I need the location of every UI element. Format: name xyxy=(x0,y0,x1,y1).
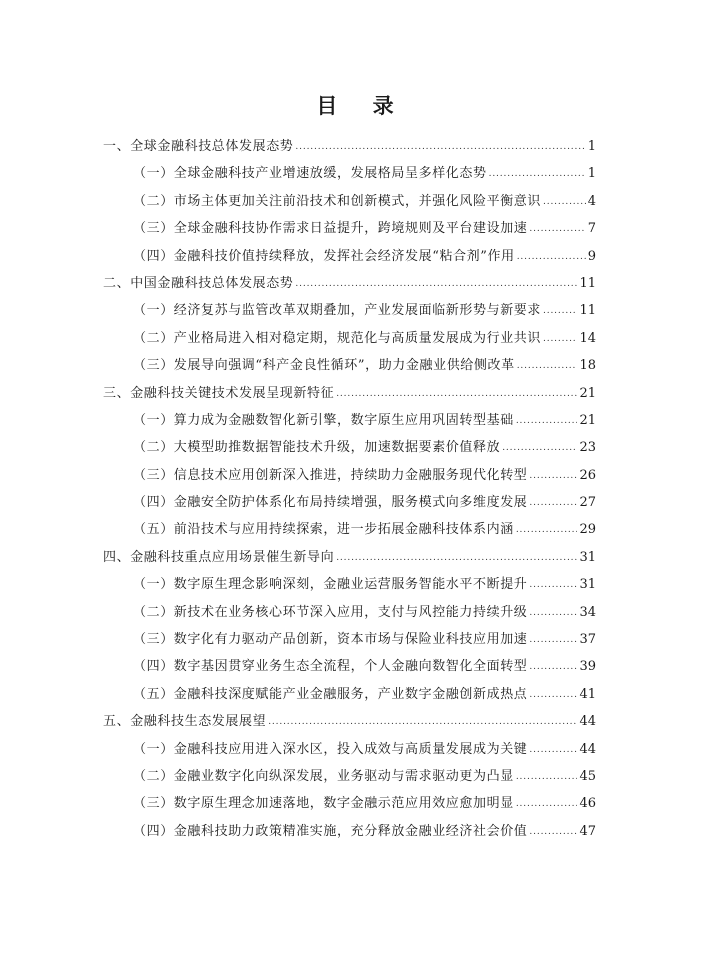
toc-page-number: 44 xyxy=(579,714,596,730)
table-of-contents xyxy=(103,133,596,845)
toc-dot-leader xyxy=(529,690,577,700)
toc-page-number: 11 xyxy=(579,275,596,291)
toc-section-entry[interactable] xyxy=(103,352,596,379)
toc-entry-label: （五）金融科技深度赋能产业金融服务，产业数字金融创新成热点 xyxy=(133,686,528,702)
toc-section-entry[interactable] xyxy=(103,571,596,598)
toc-dot-leader xyxy=(516,525,578,535)
toc-section-entry[interactable] xyxy=(103,516,596,543)
toc-page-number: 7 xyxy=(587,221,596,237)
toc-entry-label: （一）数字原生理念影响深刻，金融业运营服务智能水平不断提升 xyxy=(133,577,528,593)
toc-page-number: 29 xyxy=(579,522,596,538)
toc-entry-label: 一、全球金融科技总体发展态势 xyxy=(103,139,294,154)
toc-section-entry[interactable] xyxy=(103,599,596,626)
toc-entry-label: （五）前沿技术与应用持续探索，进一步拓展金融科技体系内涵 xyxy=(133,522,514,538)
toc-section-entry[interactable] xyxy=(103,736,596,763)
toc-page-number: 41 xyxy=(579,686,596,702)
toc-entry-label: （三）数字原生理念加速落地，数字金融示范应用效应愈加明显 xyxy=(133,796,514,812)
toc-section-entry[interactable] xyxy=(103,489,596,516)
toc-section-entry[interactable] xyxy=(103,653,596,680)
toc-section-entry[interactable] xyxy=(103,818,596,845)
toc-section-entry[interactable] xyxy=(103,160,596,187)
toc-dot-leader xyxy=(516,799,578,809)
page-title: 目 录 xyxy=(316,94,408,118)
toc-page-number: 34 xyxy=(579,604,596,620)
toc-section-entry[interactable] xyxy=(103,297,596,324)
toc-chapter-entry[interactable] xyxy=(103,708,596,735)
toc-page-number: 44 xyxy=(579,741,596,757)
toc-dot-leader xyxy=(543,197,586,207)
toc-entry-label: （二）大模型助推数据智能技术升级，加速数据要素价值释放 xyxy=(133,440,501,456)
toc-entry-label: （一）算力成为金融数智化新引擎，数字原生应用巩固转型基础 xyxy=(133,412,514,428)
toc-dot-leader xyxy=(529,580,577,590)
toc-chapter-entry[interactable] xyxy=(103,270,596,297)
toc-section-entry[interactable] xyxy=(103,188,596,215)
toc-entry-label: （四）金融安全防护体系化布局持续增强，服务模式向多维度发展 xyxy=(133,495,528,511)
toc-section-entry[interactable] xyxy=(103,325,596,352)
toc-entry-label: （一）金融科技应用进入深水区，投入成效与高质量发展成为关键 xyxy=(133,741,528,757)
toc-entry-label: （三）数字化有力驱动产品创新，资本市场与保险业科技应用加速 xyxy=(133,632,528,648)
toc-section-entry[interactable] xyxy=(103,681,596,708)
toc-page-number: 47 xyxy=(579,823,596,839)
toc-page-number: 21 xyxy=(579,385,596,401)
toc-entry-label: （三）全球金融科技协作需求日益提升，跨境规则及平台建设加速 xyxy=(133,221,528,237)
toc-page-number: 18 xyxy=(579,358,596,374)
toc-chapter-entry[interactable] xyxy=(103,133,596,160)
toc-dot-leader xyxy=(529,471,577,481)
toc-entry-label: 五、金融科技生态发展展望 xyxy=(103,714,267,730)
toc-chapter-entry[interactable] xyxy=(103,544,596,571)
toc-chapter-entry[interactable] xyxy=(103,380,596,407)
toc-page-number: 9 xyxy=(587,248,596,264)
toc-section-entry[interactable] xyxy=(103,763,596,790)
toc-section-entry[interactable] xyxy=(103,462,596,489)
toc-section-entry[interactable] xyxy=(103,790,596,817)
toc-section-entry[interactable] xyxy=(103,626,596,653)
toc-entry-label: 三、金融科技关键技术发展呈现新特征 xyxy=(103,385,335,401)
toc-page-number: 1 xyxy=(587,166,596,182)
toc-dot-leader xyxy=(529,635,577,645)
toc-entry-label: （四）金融科技助力政策精准实施，充分释放金融业经济社会价值 xyxy=(133,823,528,839)
toc-section-entry[interactable] xyxy=(103,407,596,434)
toc-entry-label: （二）市场主体更加关注前沿技术和创新模式，并强化风险平衡意识 xyxy=(133,193,542,209)
toc-entry-label: 二、中国金融科技总体发展态势 xyxy=(103,275,294,291)
toc-entry-label: 四、金融科技重点应用场景催生新导向 xyxy=(103,549,335,565)
toc-dot-leader xyxy=(543,334,577,344)
toc-dot-leader xyxy=(543,306,577,316)
toc-page-number: 23 xyxy=(579,440,596,456)
toc-page-number: 45 xyxy=(579,768,596,784)
toc-dot-leader xyxy=(502,443,577,453)
toc-dot-leader xyxy=(516,772,578,782)
toc-dot-leader xyxy=(516,416,578,426)
toc-dot-leader xyxy=(517,252,586,262)
toc-dot-leader xyxy=(529,498,577,508)
toc-page-number: 11 xyxy=(579,303,596,319)
toc-entry-label: （一）经济复苏与监管改革双期叠加，产业发展面临新形势与新要求 xyxy=(133,303,542,319)
toc-dot-leader xyxy=(529,224,585,234)
toc-entry-label: （三）信息技术应用创新深入推进，持续助力金融服务现代化转型 xyxy=(133,467,528,483)
toc-entry-label: （二）产业格局进入相对稳定期，规范化与高质量发展成为行业共识 xyxy=(133,330,542,346)
toc-dot-leader xyxy=(295,279,577,289)
toc-entry-label: （四）金融科技价值持续释放，发挥社会经济发展“粘合剂”作用 xyxy=(133,248,515,264)
toc-dot-leader xyxy=(336,389,577,399)
toc-dot-leader xyxy=(529,745,577,755)
toc-page-number: 4 xyxy=(587,193,596,209)
toc-entry-label: （三）发展导向强调“科产金良性循环”，助力金融业供给侧改革 xyxy=(133,358,515,374)
toc-dot-leader xyxy=(529,662,577,672)
toc-dot-leader xyxy=(529,827,577,837)
toc-page-number: 46 xyxy=(579,796,596,812)
toc-page-number: 31 xyxy=(579,577,596,593)
toc-dot-leader xyxy=(268,717,577,727)
toc-entry-label: （二）新技术在业务核心环节深入应用，支付与风控能力持续升级 xyxy=(133,604,528,620)
toc-page-number: 27 xyxy=(579,495,596,511)
toc-entry-label: （四）数字基因贯穿业务生态全流程，个人金融向数智化全面转型 xyxy=(133,659,528,675)
toc-dot-leader xyxy=(336,553,577,563)
toc-page-number: 1 xyxy=(587,139,596,154)
toc-dot-leader xyxy=(295,142,585,152)
toc-section-entry[interactable] xyxy=(103,243,596,270)
toc-page-number: 37 xyxy=(579,632,596,648)
toc-section-entry[interactable] xyxy=(103,215,596,242)
toc-dot-leader xyxy=(489,169,586,179)
toc-entry-label: （二）金融业数字化向纵深发展，业务驱动与需求驱动更为凸显 xyxy=(133,768,514,784)
toc-page-number: 26 xyxy=(579,467,596,483)
toc-page-number: 31 xyxy=(579,549,596,565)
toc-dot-leader xyxy=(517,361,578,371)
toc-page-number: 39 xyxy=(579,659,596,675)
toc-dot-leader xyxy=(529,608,577,618)
toc-page-number: 21 xyxy=(579,412,596,428)
toc-section-entry[interactable] xyxy=(103,434,596,461)
toc-page-number: 14 xyxy=(579,330,596,346)
toc-entry-label: （一）全球金融科技产业增速放缓，发展格局呈多样化态势 xyxy=(133,166,487,182)
